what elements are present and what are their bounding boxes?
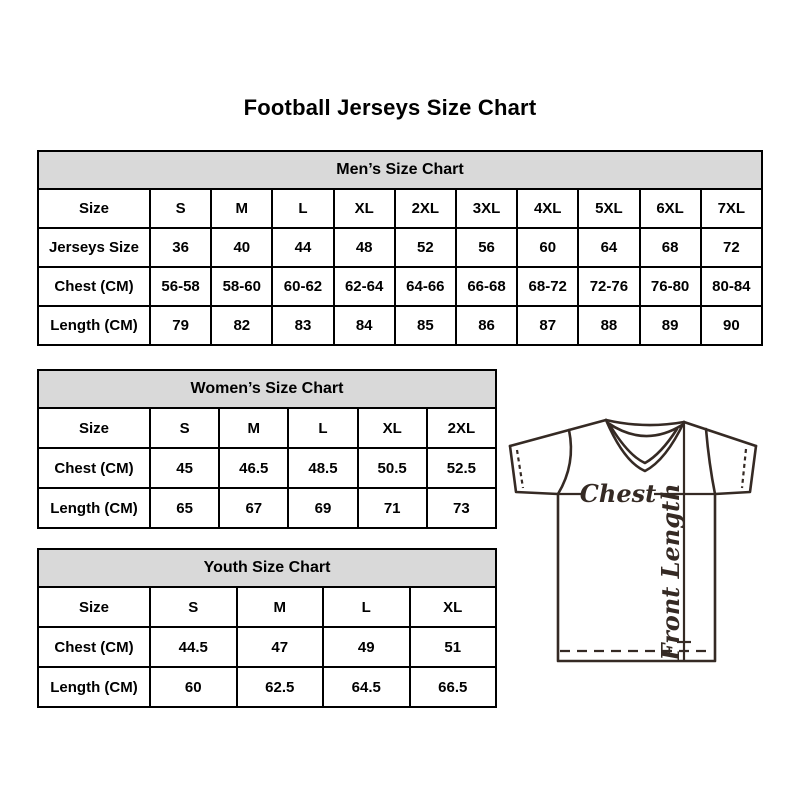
cell: 2XL — [427, 408, 496, 448]
row-label: Length (CM) — [38, 306, 150, 345]
cell: 56-58 — [150, 267, 211, 306]
cell: 3XL — [456, 189, 517, 228]
cell: 5XL — [578, 189, 639, 228]
row-label: Size — [38, 587, 150, 627]
cell: 89 — [640, 306, 701, 345]
row-label: Chest (CM) — [38, 627, 150, 667]
table-header-row — [38, 549, 496, 587]
cell: 51 — [410, 627, 497, 667]
cell: L — [323, 587, 410, 627]
cell: S — [150, 189, 211, 228]
cell: 65 — [150, 488, 219, 528]
row-label: Length (CM) — [38, 667, 150, 707]
cell: 48.5 — [288, 448, 357, 488]
cell: 87 — [517, 306, 578, 345]
cell: XL — [334, 189, 395, 228]
table-row — [38, 189, 762, 228]
cell: S — [150, 408, 219, 448]
row-label: Chest (CM) — [38, 448, 150, 488]
cell: 60-62 — [272, 267, 333, 306]
cell: 72 — [701, 228, 762, 267]
cell: 69 — [288, 488, 357, 528]
row-label: Jerseys Size — [38, 228, 150, 267]
cell: 2XL — [395, 189, 456, 228]
cell: 80-84 — [701, 267, 762, 306]
womens-size-table — [37, 369, 497, 529]
cell: 4XL — [517, 189, 578, 228]
cell: 48 — [334, 228, 395, 267]
cell: M — [219, 408, 288, 448]
cell: M — [237, 587, 324, 627]
chest-label: Chest — [579, 479, 657, 508]
cell: 45 — [150, 448, 219, 488]
cell: L — [272, 189, 333, 228]
cell: 82 — [211, 306, 272, 345]
cell: 76-80 — [640, 267, 701, 306]
cell: 64 — [578, 228, 639, 267]
cell: 7XL — [701, 189, 762, 228]
cell: 83 — [272, 306, 333, 345]
cell: 40 — [211, 228, 272, 267]
cell: 62-64 — [334, 267, 395, 306]
youth-table-title: Youth Size Chart — [38, 549, 496, 587]
mens-size-table — [37, 150, 763, 346]
mens-table-title: Men’s Size Chart — [38, 151, 762, 189]
cell: 68-72 — [517, 267, 578, 306]
cell: 52 — [395, 228, 456, 267]
row-label: Chest (CM) — [38, 267, 150, 306]
cell: 56 — [456, 228, 517, 267]
cell: XL — [410, 587, 497, 627]
table-row — [38, 267, 762, 306]
cell: 49 — [323, 627, 410, 667]
cell: 66-68 — [456, 267, 517, 306]
table-row — [38, 488, 496, 528]
cell: 71 — [358, 488, 427, 528]
cell: 85 — [395, 306, 456, 345]
cell: 72-76 — [578, 267, 639, 306]
table-row — [38, 408, 496, 448]
table-row — [38, 587, 496, 627]
table-row — [38, 228, 762, 267]
cell: 73 — [427, 488, 496, 528]
cell: 47 — [237, 627, 324, 667]
cell: S — [150, 587, 237, 627]
page-title: Football Jerseys Size Chart — [243, 95, 537, 120]
table-row — [38, 667, 496, 707]
cell: 67 — [219, 488, 288, 528]
cell: L — [288, 408, 357, 448]
table-row — [38, 448, 496, 488]
cell: 86 — [456, 306, 517, 345]
youth-size-table — [37, 548, 497, 708]
jersey-measurement-diagram — [503, 402, 797, 674]
cell: 52.5 — [427, 448, 496, 488]
cell: 50.5 — [358, 448, 427, 488]
cell: 44 — [272, 228, 333, 267]
jersey-outline — [510, 420, 756, 661]
cell: 6XL — [640, 189, 701, 228]
cell: 64.5 — [323, 667, 410, 707]
cell: 60 — [150, 667, 237, 707]
cell: 64-66 — [395, 267, 456, 306]
cell: 84 — [334, 306, 395, 345]
cell: 90 — [701, 306, 762, 345]
row-label: Size — [38, 408, 150, 448]
cell: 60 — [517, 228, 578, 267]
table-header-row — [38, 370, 496, 408]
table-row — [38, 627, 496, 667]
row-label: Size — [38, 189, 150, 228]
cell: 46.5 — [219, 448, 288, 488]
cell: 68 — [640, 228, 701, 267]
cell: M — [211, 189, 272, 228]
cell: XL — [358, 408, 427, 448]
cell: 36 — [150, 228, 211, 267]
cell: 66.5 — [410, 667, 497, 707]
cell: 79 — [150, 306, 211, 345]
row-label: Length (CM) — [38, 488, 150, 528]
cell: 58-60 — [211, 267, 272, 306]
cell: 44.5 — [150, 627, 237, 667]
table-header-row — [38, 151, 762, 189]
cell: 62.5 — [237, 667, 324, 707]
womens-table-title: Women’s Size Chart — [38, 370, 496, 408]
table-row — [38, 306, 762, 345]
cell: 88 — [578, 306, 639, 345]
front-length-label: Front Length — [656, 483, 685, 661]
